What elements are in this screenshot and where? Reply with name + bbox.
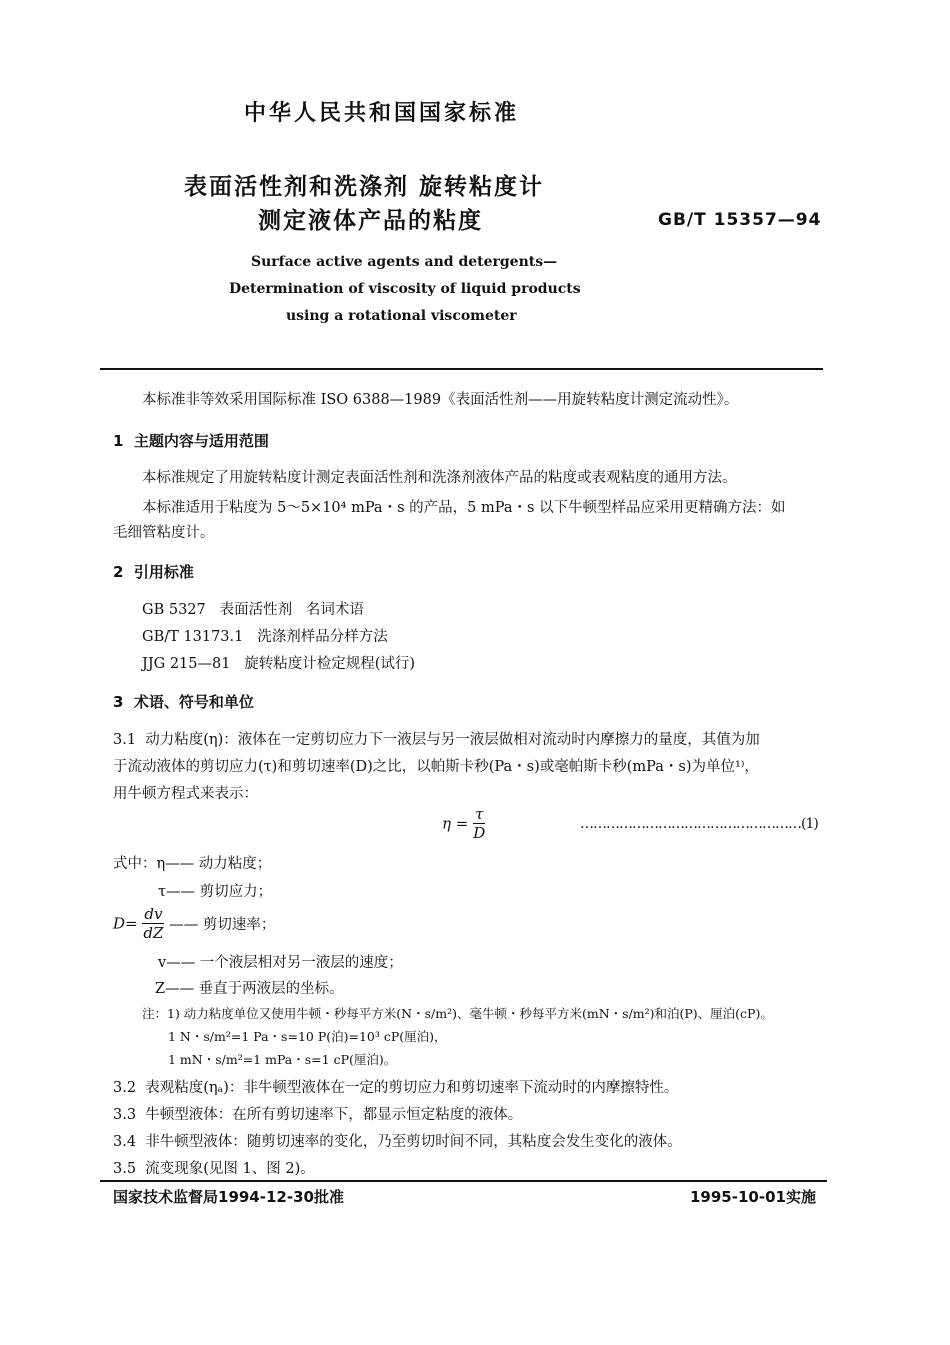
section-3-title: 3 术语、符号和单位: [113, 693, 254, 711]
clause-3-1-line-1: 3.1 动力粘度(η)：液体在一定剪切应力下一液层与另一液层做相对流动时内摩擦力的量度，其值为加: [113, 732, 760, 748]
shear-rate-desc: —— 剪切速率；: [169, 917, 276, 933]
where-v: v—— 一个液层相对另一液层的速度；: [158, 955, 403, 971]
footer-divider: [100, 1180, 827, 1182]
national-standard-heading: 中华人民共和国国家标准: [244, 101, 520, 126]
section-1-paragraph-2-cont: 毛细管粘度计。: [113, 525, 215, 541]
intro-paragraph: 本标准非等效采用国际标准 ISO 6388—1989《表面活性剂——用旋转粘度计测定流动性》。: [142, 392, 739, 408]
where-z: Z—— 垂直于两液层的坐标。: [155, 981, 344, 997]
note-3: 1 mN・s/m²=1 mPa・s=1 cP(厘泊)。: [168, 1052, 397, 1067]
standard-number: GB/T 15357—94: [658, 210, 822, 230]
clause-3-1-line-3: 用牛顿方程式来表示：: [113, 786, 258, 802]
english-title-line-3: using a rotational viscometer: [286, 308, 517, 324]
clause-3-1-line-2: 于流动液体的剪切应力(τ)和剪切速率(D)之比，以帕斯卡秒(Pa・s)或毫帕斯卡秒(mPa・s)为单位¹⁾，: [113, 759, 759, 775]
equation-lhs: η =: [442, 814, 469, 833]
section-2-title: 2 引用标准: [113, 563, 194, 581]
equation-label: ……………………………………………(1): [580, 816, 818, 832]
reference-item: JJG 215—81 旋转粘度计检定规程(试行): [142, 656, 416, 672]
header-divider: [100, 368, 823, 370]
effective-date-line: 1995-10-01实施: [690, 1188, 816, 1206]
shear-rate-fraction: [142, 905, 164, 942]
equation-1: [442, 805, 485, 842]
where-eta: 式中：η—— 动力粘度；: [113, 856, 272, 872]
clause-3-2: 3.2 表观粘度(ηₐ)：非牛顿型液体在一定的剪切应力和剪切速率下流动时的内摩擦特性。: [113, 1080, 679, 1096]
title-line-2: 测定液体产品的粘度: [258, 208, 483, 234]
note-1: 注：1) 动力粘度单位又使用牛顿・秒每平方米(N・s/m²)、毫牛顿・秒每平方米(mN・s/m²)和泊(P)、厘泊(cP)。: [142, 1006, 773, 1021]
shear-rate-denominator: dZ: [143, 924, 164, 942]
shear-rate-numerator: dv: [144, 905, 163, 923]
section-1-paragraph-2: 本标准适用于粘度为 5～5×10⁴ mPa・s 的产品，5 mPa・s 以下牛顿型样品应采用更精确方法：如: [142, 500, 786, 516]
shear-rate-lhs: D=: [113, 914, 138, 933]
note-2: 1 N・s/m²=1 Pa・s=10 P(泊)=10³ cP(厘泊)，: [168, 1029, 447, 1044]
clause-3-5: 3.5 流变现象(见图 1、图 2)。: [113, 1161, 315, 1177]
title-line-1: 表面活性剂和洗涤剂 旋转粘度计: [184, 174, 545, 200]
english-title-line-2: Determination of viscosity of liquid products: [229, 281, 581, 297]
reference-item: GB 5327 表面活性剂 名词术语: [142, 602, 364, 618]
where-shear-rate: [113, 905, 275, 942]
equation-numerator: τ: [475, 805, 484, 823]
english-title-line-1: Surface active agents and detergents—: [251, 254, 558, 270]
equation-denominator: D: [473, 824, 486, 842]
where-tau: τ—— 剪切应力；: [158, 884, 273, 900]
reference-item: GB/T 13173.1 洗涤剂样品分样方法: [142, 629, 388, 645]
approval-line: 国家技术监督局1994-12-30批准: [113, 1188, 344, 1206]
clause-3-4: 3.4 非牛顿型液体：随剪切速率的变化，乃至剪切时间不同，其粘度会发生变化的液体。: [113, 1134, 682, 1150]
equation-fraction: [473, 805, 485, 842]
clause-3-3: 3.3 牛顿型液体：在所有剪切速率下，都显示恒定粘度的液体。: [113, 1107, 523, 1123]
section-1-paragraph-1: 本标准规定了用旋转粘度计测定表面活性剂和洗涤剂液体产品的粘度或表观粘度的通用方法。: [142, 470, 737, 486]
section-1-title: 1 主题内容与适用范围: [113, 432, 269, 450]
